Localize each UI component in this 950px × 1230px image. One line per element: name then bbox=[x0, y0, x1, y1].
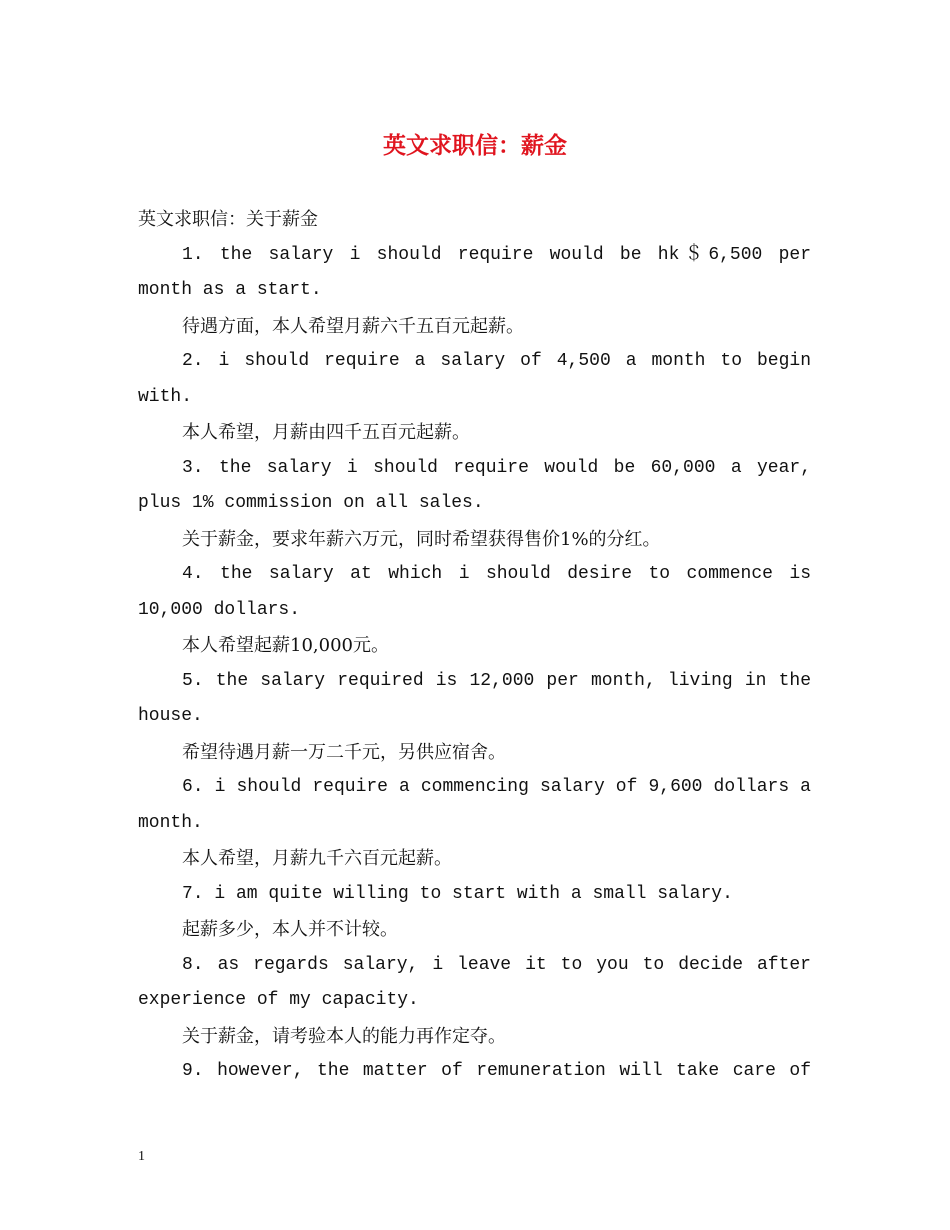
chinese-item-4: 本人希望起薪10,000元。 bbox=[182, 635, 389, 656]
english-item-5: 5. the salary required is 12,000 per month, living in the house. bbox=[138, 670, 811, 726]
english-item-7: 7. i am quite willing to start with a small salary. bbox=[182, 883, 733, 904]
document-subtitle: 英文求职信：关于薪金 bbox=[138, 209, 318, 230]
english-item-1: 1. the salary i should require would be hk＄6,500 per month as a start. bbox=[138, 244, 811, 300]
english-item-4: 4. the salary at which i should desire to commence is 10,000 dollars. bbox=[138, 564, 811, 620]
chinese-item-7: 起薪多少，本人并不计较。 bbox=[182, 919, 398, 940]
english-item-2: 2. i should require a salary of 4,500 a month to begin with. bbox=[138, 351, 811, 407]
chinese-item-8: 关于薪金，请考验本人的能力再作定夺。 bbox=[182, 1025, 506, 1047]
english-item-3: 3. the salary i should require would be 60,000 a year, plus 1% commission on all sales. bbox=[138, 457, 811, 513]
chinese-item-6: 本人希望，月薪九千六百元起薪。 bbox=[182, 848, 452, 869]
english-item-8: 8. as regards salary, i leave it to you to decide after experience of my capacity. bbox=[138, 954, 811, 1010]
page-title: 英文求职信：薪金 bbox=[383, 132, 567, 159]
chinese-item-2: 本人希望，月薪由四千五百元起薪。 bbox=[182, 422, 470, 443]
english-item-9-partial: 9. however, the matter of remuneration will take care of bbox=[182, 1061, 811, 1081]
english-item-6: 6. i should require a commencing salary of 9,600 dollars a month. bbox=[138, 777, 811, 833]
document-body bbox=[138, 202, 811, 1090]
chinese-item-1: 待遇方面，本人希望月薪六千五百元起薪。 bbox=[182, 315, 524, 337]
chinese-item-5: 希望待遇月薪一万二千元，另供应宿舍。 bbox=[182, 741, 506, 763]
chinese-item-3: 关于薪金，要求年薪六万元，同时希望获得售价1%的分红。 bbox=[182, 528, 661, 550]
page-number: 1 bbox=[138, 1149, 145, 1164]
